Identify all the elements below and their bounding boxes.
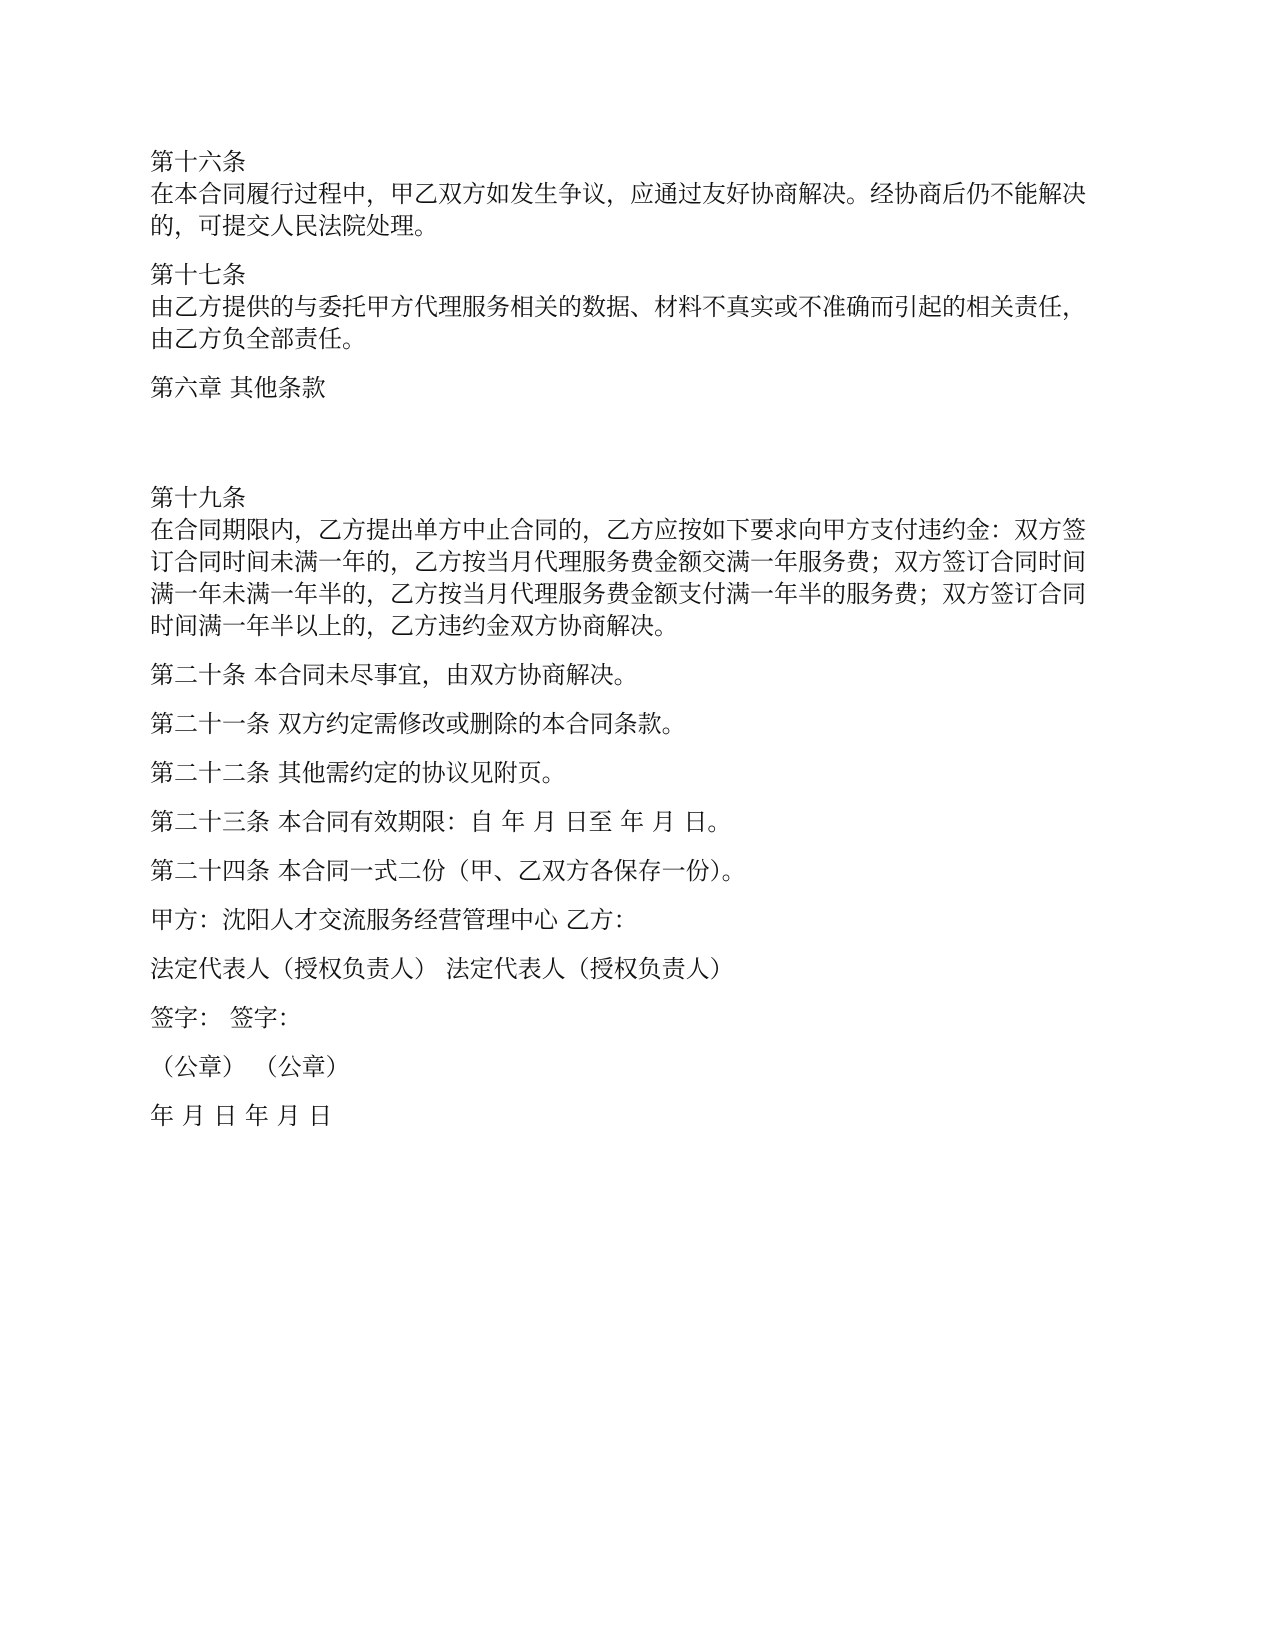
document-page — [150, 146, 1130, 1149]
article-19-text-line-1: 在合同期限内，乙方提出单方中止合同的，乙方应按如下要求向甲方支付违约金：双方签 — [150, 516, 1086, 544]
article-21 — [150, 708, 1130, 740]
seal-labels: （公章） （公章） — [150, 1053, 350, 1081]
article-22-text: 第二十二条 其他需约定的协议见附页。 — [150, 759, 566, 787]
article-17-heading: 第十七条 — [150, 261, 246, 289]
article-23-text: 第二十三条 本合同有效期限：自 年 月 日至 年 月 日。 — [150, 808, 732, 836]
article-19 — [150, 482, 1130, 642]
article-20-text: 第二十条 本合同未尽事宜，由双方协商解决。 — [150, 661, 638, 689]
article-16-text-line-1: 在本合同履行过程中，甲乙双方如发生争议，应通过友好协商解决。经协商后仍不能解决 — [150, 180, 1086, 208]
article-17 — [150, 259, 1130, 355]
article-24 — [150, 855, 1130, 887]
article-19-text-line-2: 订合同时间未满一年的，乙方按当月代理服务费金额交满一年服务费；双方签订合同时间 — [150, 548, 1086, 576]
article-17-text-line-2: 由乙方负全部责任。 — [150, 325, 366, 353]
article-24-text: 第二十四条 本合同一式二份（甲、乙双方各保存一份）。 — [150, 857, 746, 885]
legal-representative-line — [150, 953, 1130, 985]
date-labels: 年 月 日 年 月 日 — [150, 1102, 333, 1130]
signature-line — [150, 1002, 1130, 1034]
article-20 — [150, 659, 1130, 691]
seal-line — [150, 1051, 1130, 1083]
article-16-heading: 第十六条 — [150, 148, 246, 176]
article-19-text-line-3: 满一年未满一年半的，乙方按当月代理服务费金额支付满一年半的服务费；双方签订合同 — [150, 580, 1086, 608]
party-names: 甲方：沈阳人才交流服务经营管理中心 乙方： — [150, 906, 638, 934]
signature-labels: 签字： 签字： — [150, 1004, 302, 1032]
article-21-text: 第二十一条 双方约定需修改或删除的本合同条款。 — [150, 710, 686, 738]
article-19-heading: 第十九条 — [150, 484, 246, 512]
article-22 — [150, 757, 1130, 789]
article-17-text-line-1: 由乙方提供的与委托甲方代理服务相关的数据、材料不真实或不准确而引起的相关责任， — [150, 293, 1086, 321]
date-line — [150, 1100, 1130, 1132]
legal-representatives: 法定代表人（授权负责人） 法定代表人（授权负责人） — [150, 955, 734, 983]
party-line — [150, 904, 1130, 936]
article-16-text-line-2: 的，可提交人民法院处理。 — [150, 212, 438, 240]
chapter-6-heading — [150, 372, 1130, 404]
article-16 — [150, 146, 1130, 242]
article-19-text-line-4: 时间满一年半以上的，乙方违约金双方协商解决。 — [150, 612, 678, 640]
chapter-6-title: 第六章 其他条款 — [150, 374, 326, 402]
article-23 — [150, 806, 1130, 838]
